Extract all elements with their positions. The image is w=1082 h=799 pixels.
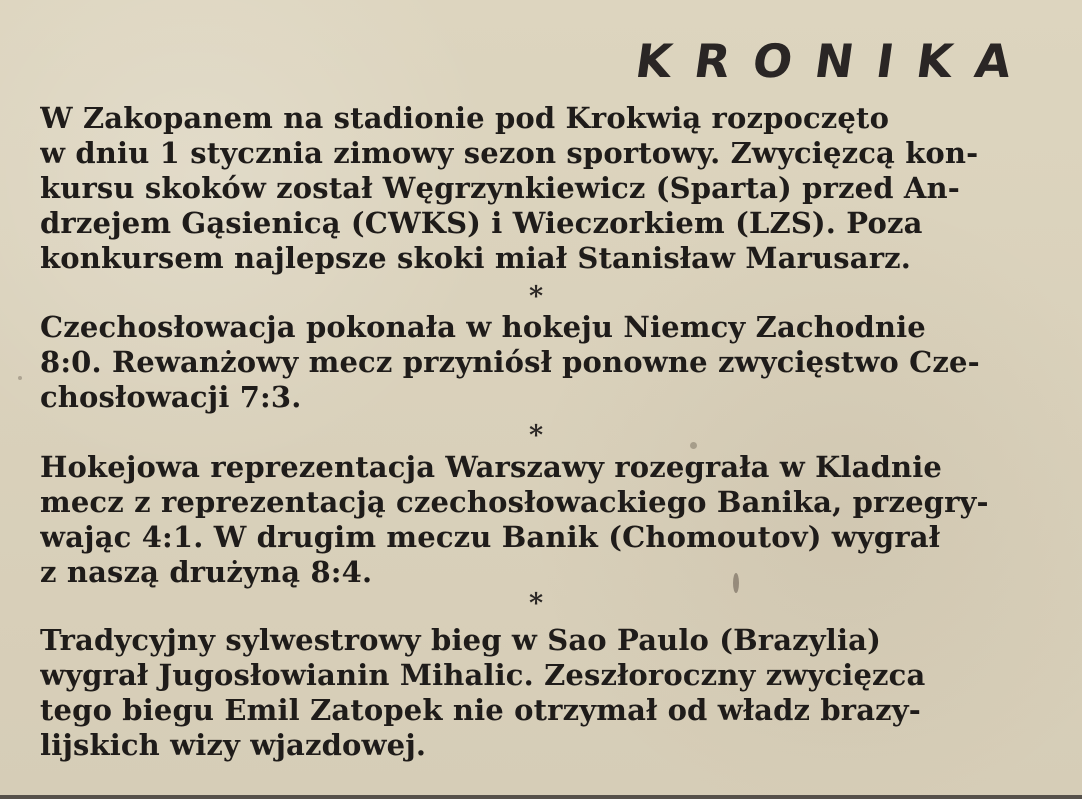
paragraph-line: w dniu 1 stycznia zimowy sezon sportowy. Zwycięzcą kon- [40,136,979,170]
paragraph-line: chosłowacji 7:3. [40,380,302,414]
paragraph-line: Hokejowa reprezentacja Warszawy rozegrała w Kladnie [40,450,943,484]
paragraph-line: lijskich wizy wjazdowej. [40,728,427,762]
bottom-edge-shadow [0,795,1082,799]
paragraph-line: drzejem Gąsienicą (CWKS) i Wieczorkiem (LZS). Poza [40,206,923,240]
paragraph-zakopane [40,101,1028,276]
paragraph-sao-paulo-run [40,623,1028,763]
paragraph-line: mecz z reprezentacją czechosłowackiego Banika, przegry- [40,485,989,519]
print-speck [733,573,739,593]
paragraph-line: z naszą drużyną 8:4. [40,555,373,589]
separator-asterisk: * [528,588,544,619]
paragraph-line: konkursem najlepsze skoki miał Stanisław Marusarz. [40,241,911,275]
paragraph-line: wając 4:1. W drugim meczu Banik (Chomoutov) wygrał [40,520,941,554]
separator-asterisk: * [528,281,544,312]
paragraph-warsaw-hockey [40,450,1028,590]
print-speck [18,376,22,380]
paragraph-line: tego biegu Emil Zatopek nie otrzymał od władz brazy- [40,693,921,727]
paragraph-line: Tradycyjny sylwestrowy bieg w Sao Paulo (Brazylia) [40,623,881,657]
paragraph-czechoslovakia-hockey [40,310,1028,415]
paragraph-line: Czechosłowacja pokonała w hokeju Niemcy Zachodnie [40,310,926,344]
paragraph-line: wygrał Jugosłowianin Mihalic. Zeszłoroczny zwycięzca [40,658,926,692]
paragraph-line: 8:0. Rewanżowy mecz przyniósł ponowne zwycięstwo Cze- [40,345,980,379]
paragraph-line: kursu skoków został Węgrzynkiewicz (Sparta) przed An- [40,171,960,205]
separator-asterisk: * [528,420,544,451]
paragraph-line: W Zakopanem na stadionie pod Krokwią rozpoczęto [40,101,890,135]
page-title: KRONIKA [632,34,1038,88]
print-speck [690,442,697,449]
